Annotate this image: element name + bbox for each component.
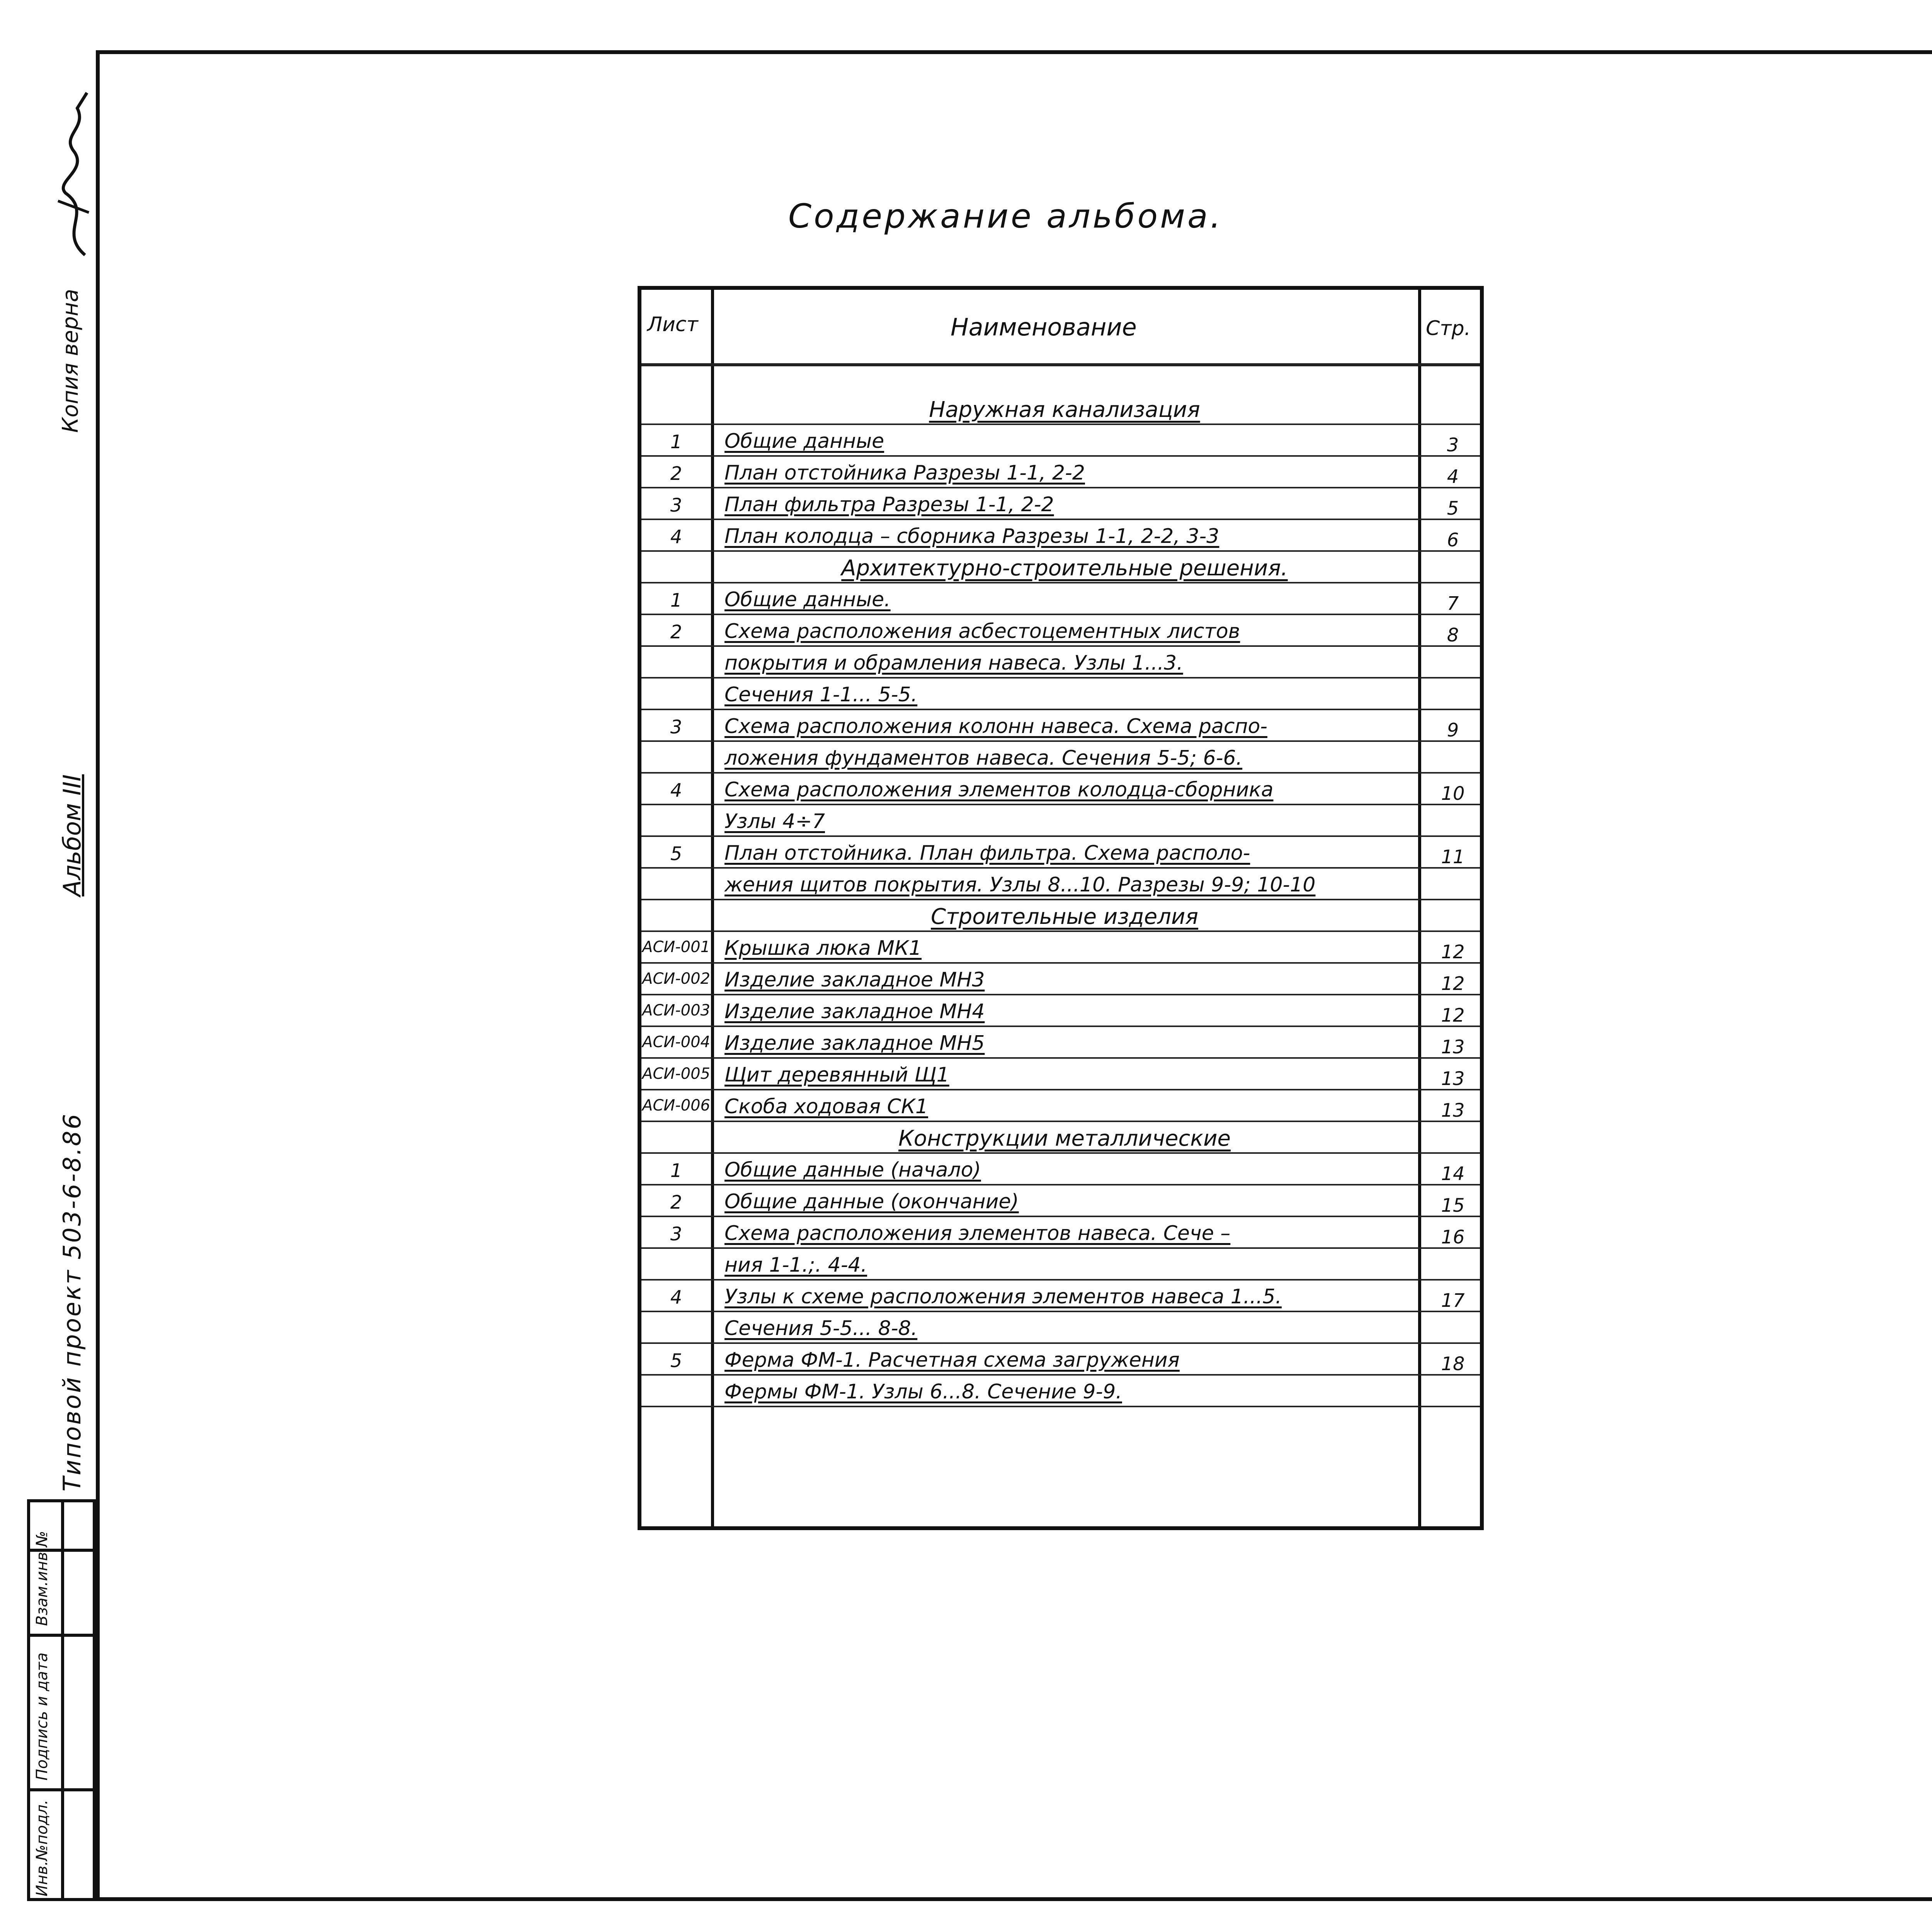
header-sheet: Лист	[647, 313, 698, 336]
sheet-number-cell: 4	[670, 1287, 682, 1308]
sheet-number-cell: АСИ-005	[642, 1065, 710, 1083]
row-line	[641, 677, 1480, 679]
section-heading: Архитектурно-строительные решения.	[841, 556, 1288, 581]
contents-item-name: Узлы 4÷7	[724, 810, 825, 833]
album-label: Альбом III	[58, 774, 86, 896]
row-line	[641, 709, 1480, 710]
row-line	[641, 994, 1480, 995]
contents-item-name: Схема расположения колонн навеса. Схема распо-	[724, 715, 1268, 738]
row-line	[641, 1152, 1480, 1154]
row-line	[641, 867, 1480, 869]
contents-item-name: Ферма ФМ-1. Расчетная схема загружения	[724, 1349, 1180, 1372]
contents-item-name: Щит деревянный Щ1	[724, 1063, 949, 1087]
sheet-number-cell: 1	[670, 590, 682, 611]
page-number-cell: 12	[1441, 1005, 1465, 1026]
contents-item-name: Сечения 1-1... 5-5.	[724, 683, 918, 706]
contents-item-name: Общие данные (окончание)	[724, 1190, 1019, 1213]
row-line	[641, 614, 1480, 615]
contents-item-name: План отстойника Разрезы 1-1, 2-2	[724, 461, 1085, 485]
row-line	[641, 423, 1480, 425]
row-line	[641, 1374, 1480, 1376]
page-number-cell: 18	[1441, 1353, 1465, 1375]
row-line	[641, 519, 1480, 520]
row-line	[641, 962, 1480, 964]
page-number-cell: 16	[1441, 1226, 1465, 1248]
inv-no-label: Инв.№подл.	[33, 1799, 51, 1896]
page-number-cell: 4	[1447, 466, 1459, 488]
section-heading: Наружная канализация	[929, 397, 1200, 422]
contents-item-name: Фермы ФМ-1. Узлы 6...8. Сечение 9-9.	[724, 1380, 1122, 1403]
replace-inv-label: Взам.инв.№	[33, 1531, 51, 1626]
contents-item-name: Общие данные	[724, 430, 884, 453]
row-line	[641, 455, 1480, 457]
sheet-number-cell: АСИ-002	[642, 970, 710, 988]
page-number-cell: 13	[1441, 1068, 1465, 1090]
row-line	[641, 487, 1480, 488]
row-line	[641, 1089, 1480, 1090]
row-line	[641, 1184, 1480, 1185]
contents-item-name: План фильтра Разрезы 1-1, 2-2	[724, 493, 1054, 516]
contents-item-name: Крышка люка МК1	[724, 937, 922, 960]
section-heading: Строительные изделия	[930, 904, 1199, 929]
contents-item-name: План колодца – сборника Разрезы 1-1, 2-2, 3-3	[724, 525, 1219, 548]
header-page: Стр.	[1426, 317, 1471, 340]
sheet-number-cell: 4	[670, 780, 682, 801]
sheet-number-cell: 5	[670, 1350, 682, 1372]
page-number-cell: 8	[1447, 624, 1459, 646]
sheet-number-cell: 4	[670, 526, 682, 548]
page-number-cell: 12	[1441, 973, 1465, 995]
approval-stamp-strip	[27, 1499, 96, 1901]
sheet-number-cell: 1	[670, 1160, 682, 1182]
copy-correct-label: Копия верна	[58, 289, 83, 433]
page-number-cell: 12	[1441, 941, 1465, 963]
row-line	[641, 1057, 1480, 1059]
page-number-cell: 10	[1441, 783, 1465, 804]
contents-item-name: жения щитов покрытия. Узлы 8...10. Разрезы 9-9; 10-10	[724, 873, 1316, 896]
row-line	[641, 1216, 1480, 1217]
sheet-number-cell: 3	[670, 716, 682, 738]
sheet-number-cell: 1	[670, 431, 682, 453]
contents-item-name: Сечения 5-5... 8-8.	[724, 1317, 918, 1340]
sheet-number-cell: АСИ-006	[642, 1097, 710, 1114]
signature-mark	[50, 85, 97, 263]
page-title: Содержание альбома.	[788, 197, 1223, 236]
project-label: Типовой проект 503-6-8.86	[58, 1112, 86, 1492]
row-line	[641, 899, 1480, 900]
page-number-cell: 9	[1447, 719, 1459, 741]
sheet-number-cell: 5	[670, 843, 682, 865]
sheet-number-cell: АСИ-001	[642, 938, 710, 956]
sheet-number-cell: АСИ-004	[642, 1033, 710, 1051]
page-number-cell: 7	[1447, 593, 1459, 614]
page-number-cell: 5	[1447, 498, 1459, 519]
page-number-cell: 17	[1441, 1290, 1465, 1311]
row-line	[641, 1279, 1480, 1281]
contents-item-name: Изделие закладное МН3	[724, 968, 985, 992]
sign-date-label: Подпись и дата	[33, 1652, 51, 1781]
sheet-number-cell: 2	[670, 463, 682, 485]
contents-item-name: Узлы к схеме расположения элементов навеса 1...5.	[724, 1285, 1282, 1308]
page-number-cell: 14	[1441, 1163, 1465, 1185]
row-line	[641, 1406, 1480, 1407]
contents-item-name: Общие данные (начало)	[724, 1158, 981, 1182]
row-line	[641, 772, 1480, 774]
page-number-cell: 13	[1441, 1100, 1465, 1121]
contents-item-name: План отстойника. План фильтра. Схема располо-	[724, 842, 1250, 865]
header-name: Наименование	[951, 313, 1137, 341]
row-line	[641, 740, 1480, 742]
row-line	[641, 1311, 1480, 1312]
row-line	[641, 550, 1480, 552]
contents-item-name: Общие данные.	[724, 588, 891, 611]
contents-item-name: Схема расположения элементов навеса. Сече –	[724, 1222, 1231, 1245]
row-line	[641, 930, 1480, 932]
contents-item-name: Схема расположения асбестоцементных листов	[724, 620, 1240, 643]
page-number-cell: 6	[1447, 529, 1459, 551]
row-line	[641, 645, 1480, 647]
sheet-number-cell: 3	[670, 1223, 682, 1245]
sheet-number-cell: 2	[670, 1192, 682, 1213]
row-line	[641, 1121, 1480, 1122]
page-number-cell: 11	[1441, 846, 1465, 868]
sheet-number-cell: 2	[670, 621, 682, 643]
page-number-cell: 13	[1441, 1036, 1465, 1058]
contents-item-name: покрытия и обрамления навеса. Узлы 1...3.	[724, 651, 1183, 675]
sheet-number-cell: 3	[670, 495, 682, 516]
row-line	[641, 1247, 1480, 1249]
row-line	[641, 1026, 1480, 1027]
sheet-number-cell: АСИ-003	[642, 1002, 710, 1019]
contents-item-name: ния 1-1.;. 4-4.	[724, 1253, 867, 1277]
contents-table	[638, 286, 1484, 1530]
section-heading: Конструкции металлические	[898, 1126, 1231, 1151]
page-number-cell: 3	[1447, 434, 1459, 456]
contents-item-name: Изделие закладное МН5	[724, 1032, 985, 1055]
contents-item-name: ложения фундаментов навеса. Сечения 5-5; 6-6.	[724, 747, 1243, 770]
row-line	[641, 804, 1480, 805]
row-line	[641, 835, 1480, 837]
contents-item-name: Изделие закладное МН4	[724, 1000, 985, 1023]
contents-item-name: Скоба ходовая СК1	[724, 1095, 928, 1118]
row-line	[641, 582, 1480, 583]
page-number-cell: 15	[1441, 1195, 1465, 1216]
row-line	[641, 1342, 1480, 1344]
contents-item-name: Схема расположения элементов колодца-сборника	[724, 778, 1274, 801]
